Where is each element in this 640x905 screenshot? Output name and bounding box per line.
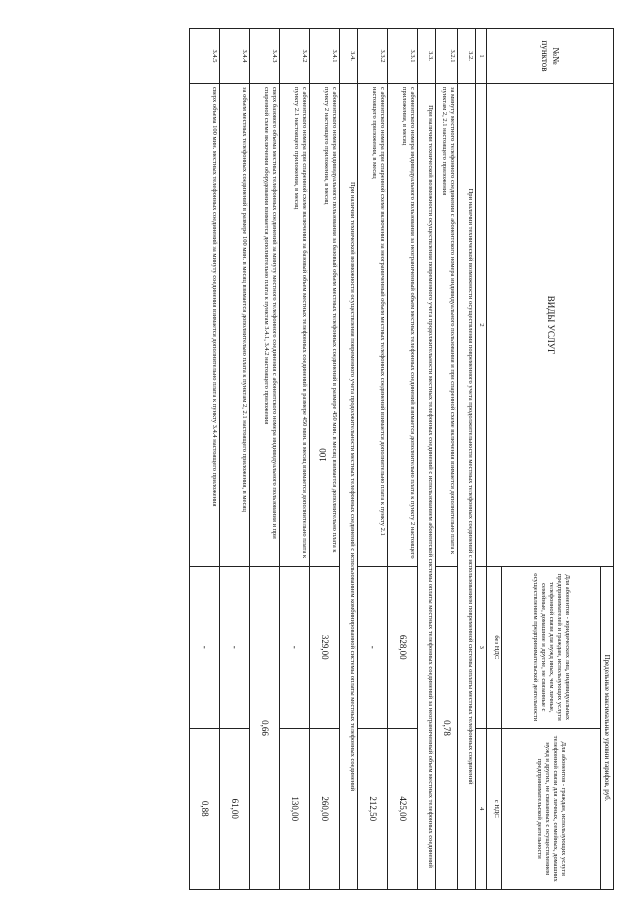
tariff-value-citizens: 260,00 bbox=[309, 728, 339, 890]
row-number: 3.4.4 bbox=[219, 29, 249, 84]
row-number: 3.3. bbox=[417, 29, 435, 84]
column-number: 1 bbox=[475, 29, 486, 84]
row-number: 3.4.3 bbox=[249, 29, 279, 84]
tariff-value-legal: - bbox=[189, 567, 219, 729]
service-description: сверх объема 100 мин. местных телефонных соединений за минуту соединения взимается дополнительно плата к пункту 3.4.4 настоящего приложения bbox=[189, 84, 219, 567]
header-col-tariffs: Предельные максимальные уровни тарифов, руб. bbox=[601, 567, 614, 890]
table-row bbox=[357, 29, 387, 890]
table-row bbox=[309, 29, 339, 890]
row-number: 3.4. bbox=[339, 29, 357, 84]
section-row bbox=[457, 29, 475, 890]
header-vat-included: с НДС bbox=[487, 728, 502, 890]
tariff-value-citizens: 425,00 bbox=[387, 728, 417, 890]
service-description: сверх базового объема местных телефонных соединений за минуту местного телефонного соединения с абонентского номера индивидуального пользования и при спаренной схеме включения оборудования взимается дополнительно плата к пунктам 3.4.1, 3.4.2 настоящего приложения bbox=[249, 84, 279, 567]
header-vat-excluded: без НДС bbox=[487, 567, 502, 729]
tariff-value-citizens: 61,00 bbox=[219, 728, 249, 890]
column-number-row bbox=[475, 29, 486, 890]
tariff-value-citizens: 0,88 bbox=[189, 728, 219, 890]
tariff-value-legal: - bbox=[357, 567, 387, 729]
column-number: 4 bbox=[475, 728, 486, 890]
header-legal-entities: Для абонентов - юридических лиц, индивидуальных предпринимателей и граждан, использующих услуги телефонной связи для нужд иных, чем личные, семейные, домашние и другие, не связанные с осуществлением предпринимательской деятельности bbox=[502, 567, 601, 729]
column-number: 2 bbox=[475, 84, 486, 567]
section-title: При наличии технической возможности осуществления повременного учета продолжительности местных телефонных соединений с использованием абонентской системы оплаты местных телефонных соединений за неограниченный объем местных телефонных соединений bbox=[417, 84, 435, 890]
tariff-table bbox=[189, 28, 614, 890]
row-number: 3.4.1 bbox=[309, 29, 339, 84]
tariff-value-citizens: 212,50 bbox=[357, 728, 387, 890]
table-row bbox=[249, 29, 279, 890]
table-row bbox=[387, 29, 417, 890]
service-description: с абонентского номера при спаренной схеме включения за неограниченный объем местных телефонных соединений взимается дополнительно плата к пункту 2.1 настоящего приложения, в месяц bbox=[357, 84, 387, 567]
table-row bbox=[189, 29, 219, 890]
section-row bbox=[417, 29, 435, 890]
row-number: 3.2.1 bbox=[435, 29, 457, 84]
table-header-row bbox=[601, 29, 614, 890]
table-row bbox=[219, 29, 249, 890]
service-description: за минуту местного телефонного соединения с абонентского номера индивидуального пользования и при спаренной схеме включения взимается дополнительно плата к пунктам 2, 2.1 настоящего приложения bbox=[435, 84, 457, 567]
column-number: 3 bbox=[475, 567, 486, 729]
service-description: за объем местных телефонных соединений в размере 100 мин. в месяц взимается дополнительно плата к пунктам 2, 2.1 настоящего приложения, в месяц bbox=[219, 84, 249, 567]
rotated-content bbox=[42, 28, 614, 890]
document-page bbox=[42, 28, 614, 890]
table-row bbox=[279, 29, 309, 890]
tariff-value-merged: 0,66 bbox=[249, 567, 279, 890]
header-col-number: №№ пунктов bbox=[487, 29, 614, 84]
service-description: с абонентского номера индивидуального пользования за неограниченный объем местных телефонных соединений взимается дополнительно плата к пункту 2 настоящего приложения, в месяц bbox=[387, 84, 417, 567]
tariff-value-legal: 628,00 bbox=[387, 567, 417, 729]
table-row bbox=[435, 29, 457, 890]
tariff-value-legal: - bbox=[279, 567, 309, 729]
page-number: 100 bbox=[317, 448, 328, 462]
header-citizens: Для абонентов - граждан, использующих услуги телефонной связи для личных, семейных, домашних нужд и других, не связанных с осуществлением предпринимательской деятельности bbox=[502, 728, 601, 890]
tariff-value-merged: 0,78 bbox=[435, 567, 457, 890]
row-number: 3.4.5 bbox=[189, 29, 219, 84]
row-number: 3.3.1 bbox=[387, 29, 417, 84]
service-description: с абонентского номера при спаренной схеме включения за базовый объем местных телефонных соединений в размере 450 мин. в месяц взимается дополнительно плата к пункту 2.1 настоящего приложения, в месяц bbox=[279, 84, 309, 567]
row-number: 3.2. bbox=[457, 29, 475, 84]
service-description: с абонентского номера индивидуального пользования за базовый объем местных телефонных соединений в размере 450 мин. в месяц взимается дополнительно плата к пункту 2 настоящего приложения, в месяц bbox=[309, 84, 339, 567]
tariff-value-legal: 329,00 bbox=[309, 567, 339, 729]
row-number: 3.4.2 bbox=[279, 29, 309, 84]
section-title: При наличии технической возможности осуществления повременного учета продолжительности местных телефонных соединений с использованием повременной системы оплаты местных телефонных соединений bbox=[457, 84, 475, 890]
section-row bbox=[339, 29, 357, 890]
header-col-services: ВИДЫ УСЛУГ bbox=[487, 84, 614, 567]
row-number: 3.3.2 bbox=[357, 29, 387, 84]
tariff-value-legal: - bbox=[219, 567, 249, 729]
tariff-value-citizens: 130,00 bbox=[279, 728, 309, 890]
section-title: При наличии технической возможности осуществления повременного учета продолжительности местных телефонных соединений с использованием комбинированной системы оплаты местных телефонных соединений bbox=[339, 84, 357, 890]
